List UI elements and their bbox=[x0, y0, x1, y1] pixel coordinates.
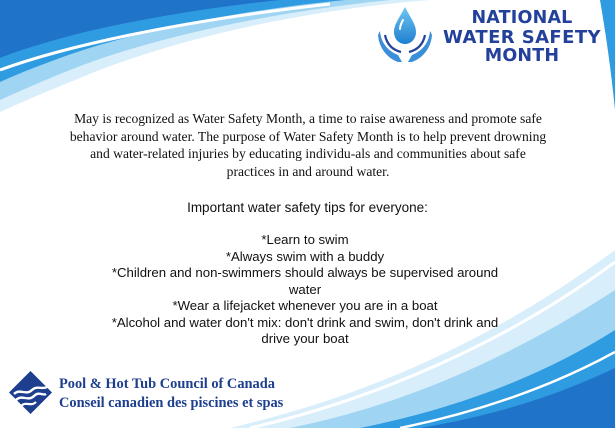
organization-name bbox=[59, 375, 283, 413]
tip-item: *Children and non-swimmers should always be supervised around water bbox=[111, 265, 499, 297]
tips-heading: Important water safety tips for everyone: bbox=[187, 200, 428, 215]
organization-name-en: Pool & Hot Tub Council of Canada bbox=[59, 376, 275, 392]
intro-paragraph: May is recognized as Water Safety Month, a time to raise awareness and promote safe behavior around water. The purpose of Water Safety Month is to help prevent drowning and water-related injuries by educating individu-als and communities about safe practices in and around water. bbox=[69, 111, 547, 179]
tip-item: *Wear a lifejacket whenever you are in a boat bbox=[172, 298, 438, 313]
organization-name-fr: Conseil canadien des piscines et spas bbox=[59, 395, 284, 411]
title-line-2: WATER SAFETY bbox=[443, 27, 601, 48]
water-drop-hands-icon bbox=[376, 5, 434, 65]
waves-emblem-icon bbox=[8, 370, 53, 415]
tip-item: *Always swim with a buddy bbox=[225, 248, 385, 264]
title-line-1: NATIONAL bbox=[471, 8, 573, 28]
tip-item: *Learn to swim bbox=[261, 232, 349, 247]
tips-list bbox=[105, 232, 505, 348]
page-title bbox=[437, 9, 607, 66]
title-line-3: MONTH bbox=[484, 46, 560, 66]
tip-item: *Alcohol and water don't mix: don't drink and swim, don't drink and drive your boat bbox=[111, 314, 499, 346]
